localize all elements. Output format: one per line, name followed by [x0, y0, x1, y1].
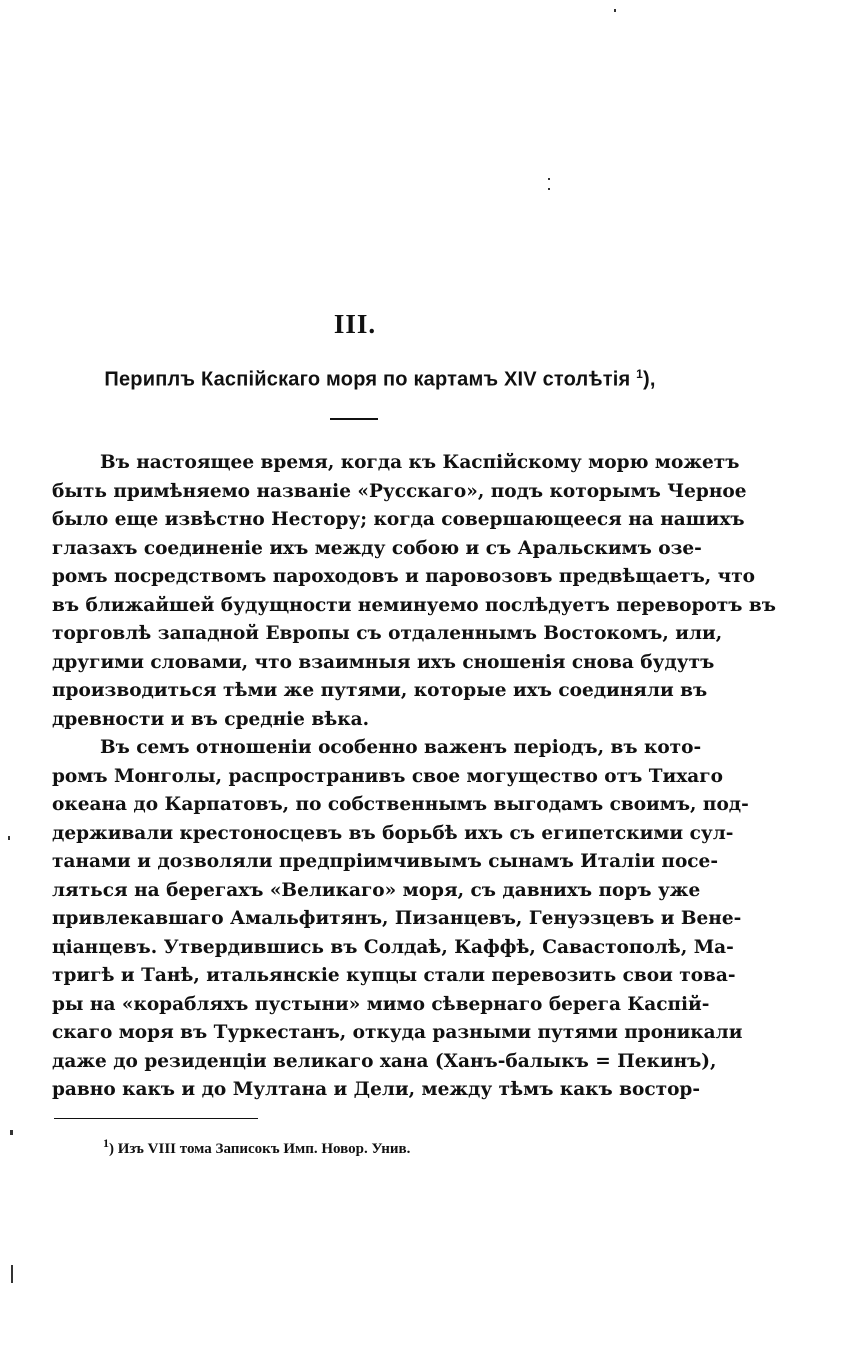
paragraph-line: держивали крестоносцевъ въ борьбѣ ихъ съ египетскими сул- — [52, 822, 734, 844]
paragraph-line: привлекавшаго Амальфитянъ, Пизанцевъ, Генуэзцевъ и Вене- — [52, 908, 742, 929]
paragraph-line: ляться на берегахъ «Великаго» моря, съ давнихъ поръ уже — [52, 879, 701, 901]
title-footnote-marker: 1 — [636, 367, 643, 381]
paragraph-line: другими словами, что взаимныя ихъ сношенія снова будутъ — [52, 651, 715, 673]
scan-speck — [548, 188, 550, 190]
scan-speck — [10, 1130, 13, 1135]
paragraph-line: ромъ посредствомъ пароходовъ и паровозовъ предвѣщаетъ, что — [52, 566, 755, 587]
scan-speck — [548, 178, 550, 180]
paragraph-line: скаго моря въ Туркестанъ, откуда разными путями проникали — [52, 1022, 743, 1043]
paragraph-line: тригѣ и Танѣ, итальянскіе купцы стали перевозить свои това- — [52, 965, 736, 986]
paragraph-line: равно какъ и до Мултана и Дели, между тѣмъ какъ востор- — [52, 1079, 701, 1100]
scan-speck — [11, 1265, 13, 1283]
chapter-title — [60, 367, 700, 392]
paragraph-2 — [52, 734, 749, 1105]
footnote — [103, 1136, 410, 1158]
footnote-text: ) Изъ VIII тома Записокъ Имп. Новор. Унив. — [109, 1141, 411, 1157]
paragraph-line: торговлѣ западной Европы съ отдаленнымъ Востокомъ, или, — [52, 623, 723, 644]
chapter-title-text: Периплъ Каспійскаго моря по картамъ XIV столѣтія — [104, 368, 631, 391]
paragraph-line: даже до резиденціи великаго хана (Ханъ-балыкъ = Пекинъ), — [52, 1050, 717, 1072]
paragraph-line: древности и въ средніе вѣка. — [52, 708, 370, 730]
scan-speck — [8, 836, 10, 840]
paragraph-line: ромъ Монголы, распространивъ свое могущество отъ Тихаго — [52, 765, 723, 787]
scan-speck — [614, 9, 616, 12]
paragraph-line: Въ семъ отношеніи особенно важенъ періодъ, въ кото- — [100, 737, 702, 758]
paragraph-line: ры на «корабляхъ пустыни» мимо сѣвернаго берега Каспій- — [52, 993, 710, 1015]
paragraph-line: танами и дозволяли предпріимчивымъ сынамъ Италіи посе- — [52, 851, 718, 872]
paragraph-line: быть примѣняемо названіе «Русскаго», подъ которымъ Черное — [52, 480, 747, 502]
paragraph-line: ціанцевъ. Утвердившись въ Солдаѣ, Каффѣ, Савастополѣ, Ма- — [52, 936, 734, 958]
title-divider — [330, 418, 378, 420]
paragraph-line: въ ближайшей будущности неминуемо послѣдуетъ переворотъ въ — [52, 594, 776, 616]
paragraph-line: Въ настоящее время, когда къ Каспійскому морю можетъ — [100, 452, 740, 473]
paragraph-line: океана до Карпатовъ, по собственнымъ выгодамъ своимъ, под- — [52, 794, 749, 815]
footnote-marker: 1 — [103, 1136, 109, 1150]
chapter-number: III. — [333, 309, 377, 339]
title-suffix: ), — [642, 368, 656, 391]
paragraph-line: производиться тѣми же путями, которые ихъ соединяли въ — [52, 680, 708, 701]
paragraph-line: было еще извѣстно Нестору; когда совершающееся на нашихъ — [52, 509, 745, 530]
footnote-divider — [54, 1118, 258, 1119]
paragraph-line: глазахъ соединеніе ихъ между собою и съ Аральскимъ озе- — [52, 537, 702, 559]
paragraph-1 — [52, 449, 776, 734]
